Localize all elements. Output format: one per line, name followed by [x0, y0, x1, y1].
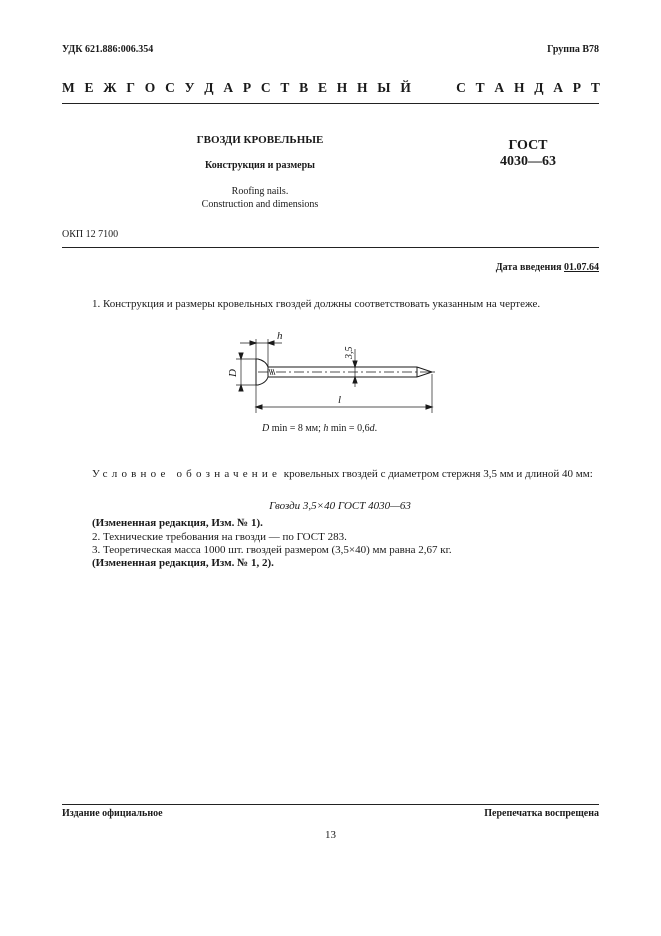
gost-label: ГОСТ	[508, 138, 548, 153]
caption-d-symbol: D	[262, 423, 270, 434]
banner-letter: У	[184, 80, 195, 95]
introduction-date-label: Дата введения	[495, 262, 564, 273]
banner-letter: Р	[572, 80, 582, 95]
banner-letter: Д	[534, 80, 544, 95]
caption-end: .	[374, 423, 378, 434]
caption-d2-symbol: d	[369, 423, 375, 434]
header-rule	[62, 103, 599, 104]
introduction-date-value: 01.07.64	[564, 262, 599, 273]
reprint-prohibited: Перепечатка воспрещена	[484, 808, 599, 819]
d-label: D	[227, 369, 239, 377]
nail-drawing	[222, 325, 442, 425]
banner-letter: Д	[204, 80, 214, 95]
amendment-note-2: (Измененная редакция, Изм. № 1, 2).	[92, 557, 274, 569]
gost-number-block	[478, 138, 578, 170]
interstate-standard-banner	[62, 80, 600, 96]
banner-letter: Т	[280, 80, 290, 95]
banner-letter: Т	[475, 80, 485, 95]
nail-grip-marks	[269, 369, 275, 375]
paragraph-construction: 1. Конструкция и размеры кровельных гвоздей должны соответствовать указанным на чертеже.	[92, 298, 541, 310]
banner-letter	[421, 80, 429, 96]
document-subtitle: Конструкция и размеры	[205, 160, 315, 171]
group-code: Группа В78	[547, 44, 599, 55]
designation-label: Условное обозначение	[92, 468, 282, 480]
paragraph-technical-requirements: 2. Технические требования на гвозди — по ГОСТ 283.	[92, 531, 347, 543]
title-block	[160, 134, 360, 211]
introduction-date	[496, 262, 599, 273]
paragraph-theoretical-mass: 3. Теоретическая масса 1000 шт. гвоздей размером (3,5×40) мм равна 2,67 кг.	[92, 544, 452, 556]
banner-letter: Г	[126, 80, 136, 95]
h-label: h	[277, 330, 283, 342]
banner-letter: Р	[242, 80, 252, 95]
banner-letter: С	[165, 80, 175, 95]
banner-letter: Ж	[103, 80, 117, 95]
banner-letter: А	[553, 80, 564, 95]
banner-letter: Е	[317, 80, 327, 95]
banner-letter: С	[456, 80, 466, 95]
footer-rule	[62, 804, 599, 805]
title-rule	[62, 247, 599, 248]
page-number: 13	[325, 829, 336, 841]
caption-d-value: min = 8 мм;	[269, 423, 324, 434]
drawing-caption	[262, 423, 377, 434]
caption-h-value: min = 0,6	[328, 423, 370, 434]
amendment-note-1: (Измененная редакция, Изм. № 1).	[92, 517, 263, 529]
diameter-label: 3,5	[344, 346, 355, 359]
banner-letter: О	[144, 80, 156, 95]
english-title	[160, 185, 360, 211]
banner-letter: В	[299, 80, 309, 95]
banner-letter: Н	[513, 80, 525, 95]
banner-letter: С	[260, 80, 271, 95]
designation-example: Гвозди 3,5×40 ГОСТ 4030—63	[269, 500, 411, 512]
udk-code: УДК 621.886:006.354	[62, 44, 154, 55]
banner-letter: Т	[590, 80, 600, 95]
banner-letter: Н	[336, 80, 348, 95]
paragraph-designation	[62, 467, 600, 482]
document-title: ГВОЗДИ КРОВЕЛЬНЫЕ	[196, 134, 324, 146]
banner-letter: Н	[357, 80, 368, 95]
banner-letter	[438, 80, 446, 96]
caption-h-symbol: h	[323, 423, 329, 434]
banner-letter: М	[62, 80, 75, 95]
official-edition: Издание официальное	[62, 808, 163, 819]
banner-letter: А	[494, 80, 505, 95]
banner-letter: Ы	[377, 80, 391, 95]
banner-letter: Е	[84, 80, 94, 95]
english-title-line-2: Construction and dimensions	[201, 199, 319, 210]
okp-code: ОКП 12 7100	[62, 229, 119, 240]
gost-number: 4030—63	[500, 154, 556, 169]
l-label: l	[338, 394, 342, 406]
banner-letter: А	[223, 80, 234, 95]
banner-letter: Й	[400, 80, 411, 95]
designation-text: кровельных гвоздей с диаметром стержня 3,5 мм и длиной 40 мм:	[281, 468, 593, 480]
english-title-line-1: Roofing nails.	[231, 186, 289, 197]
